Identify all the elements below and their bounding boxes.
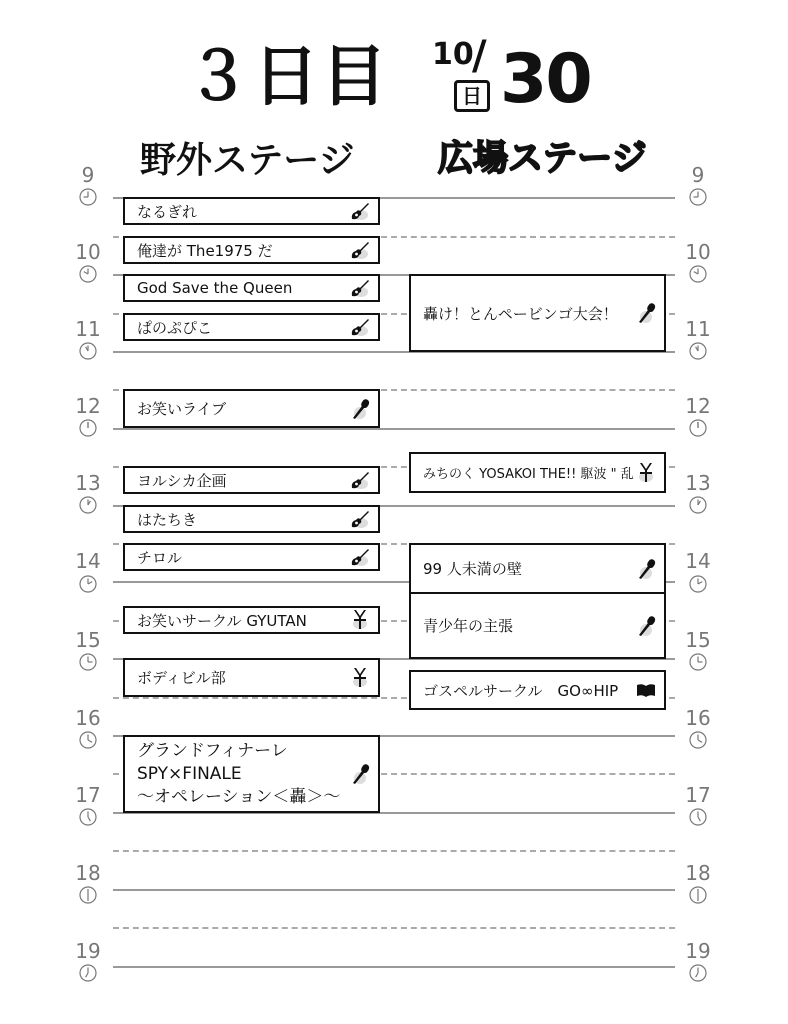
outdoor-event[interactable] bbox=[123, 658, 380, 697]
book-icon bbox=[634, 678, 658, 702]
event-title: チロル bbox=[137, 548, 183, 567]
event-title: お笑いサークル GYUTAN bbox=[137, 611, 307, 630]
hour-label-left: 11 bbox=[75, 317, 101, 341]
event-title: 俺達が The1975 だ bbox=[137, 241, 273, 260]
event-title: グランドフィナーレ SPY×FINALE ～オペレーション＜轟＞～ bbox=[137, 740, 341, 807]
dance-icon bbox=[348, 608, 372, 632]
hour-label-right: 14 bbox=[685, 549, 711, 573]
clock-icon bbox=[79, 886, 97, 904]
dance-icon bbox=[634, 461, 658, 485]
clock-icon bbox=[689, 731, 707, 749]
clock-icon bbox=[689, 964, 707, 982]
event-title: ゴスペルサークル GO∞HIP bbox=[423, 681, 619, 700]
guitar-icon bbox=[348, 468, 372, 492]
hour-label-left: 17 bbox=[75, 783, 101, 807]
hour-label-left: 13 bbox=[75, 471, 101, 495]
clock-icon bbox=[689, 575, 707, 593]
hour-label-left: 18 bbox=[75, 861, 101, 885]
guitar-icon bbox=[348, 238, 372, 262]
clock-icon bbox=[689, 496, 707, 514]
guitar-icon bbox=[348, 545, 372, 569]
plaza-event[interactable] bbox=[409, 543, 666, 594]
hour-label-right: 17 bbox=[685, 783, 711, 807]
hour-label-left: 19 bbox=[75, 939, 101, 963]
stage-heading-outdoor: 野外ステージ bbox=[140, 140, 355, 181]
plaza-event[interactable] bbox=[409, 274, 666, 352]
hour-label-right: 15 bbox=[685, 628, 711, 652]
microphone-icon bbox=[634, 614, 658, 638]
hour-label-right: 9 bbox=[691, 163, 705, 187]
hour-label-left: 9 bbox=[81, 163, 95, 187]
event-title: God Save the Queen bbox=[137, 279, 293, 297]
outdoor-event[interactable] bbox=[123, 543, 380, 571]
event-title: 青少年の主張 bbox=[423, 617, 514, 635]
hour-label-left: 14 bbox=[75, 549, 101, 573]
microphone-icon bbox=[634, 557, 658, 581]
hour-label-right: 13 bbox=[685, 471, 711, 495]
outdoor-event[interactable] bbox=[123, 274, 380, 302]
event-title: はたちき bbox=[137, 510, 198, 529]
outdoor-event[interactable] bbox=[123, 466, 380, 494]
clock-icon bbox=[689, 342, 707, 360]
guitar-icon bbox=[348, 507, 372, 531]
microphone-icon bbox=[348, 397, 372, 421]
clock-icon bbox=[689, 188, 707, 206]
guitar-icon bbox=[348, 199, 372, 223]
outdoor-event[interactable] bbox=[123, 389, 380, 428]
clock-icon bbox=[79, 653, 97, 671]
microphone-icon bbox=[348, 762, 372, 786]
hour-label-right: 18 bbox=[685, 861, 711, 885]
microphone-icon bbox=[634, 301, 658, 325]
event-title: ボディビル部 bbox=[137, 669, 226, 687]
hour-label-left: 16 bbox=[75, 706, 101, 730]
clock-icon bbox=[79, 419, 97, 437]
hour-label-right: 19 bbox=[685, 939, 711, 963]
hour-label-right: 12 bbox=[685, 394, 711, 418]
hour-label-left: 12 bbox=[75, 394, 101, 418]
outdoor-event[interactable] bbox=[123, 236, 380, 264]
clock-icon bbox=[689, 653, 707, 671]
dance-icon bbox=[348, 666, 372, 690]
date-slash: / bbox=[472, 33, 487, 79]
guitar-icon bbox=[348, 315, 372, 339]
clock-icon bbox=[689, 265, 707, 283]
hour-label-right: 16 bbox=[685, 706, 711, 730]
date-month: 10 bbox=[432, 37, 474, 72]
hour-line bbox=[113, 428, 675, 430]
plaza-event[interactable] bbox=[409, 670, 666, 710]
clock-icon bbox=[79, 496, 97, 514]
hour-label-right: 11 bbox=[685, 317, 711, 341]
hour-label-left: 10 bbox=[75, 240, 101, 264]
hour-label-left: 15 bbox=[75, 628, 101, 652]
hour-line bbox=[113, 889, 675, 891]
clock-icon bbox=[79, 265, 97, 283]
event-title: ぱのぷぴこ bbox=[137, 318, 213, 337]
event-title: 轟け！とんペービンゴ大会！ bbox=[423, 304, 618, 323]
half-hour-line bbox=[113, 927, 675, 929]
clock-icon bbox=[79, 188, 97, 206]
clock-icon bbox=[79, 342, 97, 360]
date-day: 30 bbox=[500, 40, 591, 119]
plaza-event[interactable] bbox=[409, 452, 666, 493]
outdoor-event[interactable] bbox=[123, 505, 380, 533]
half-hour-line bbox=[113, 850, 675, 852]
event-title: なるぎれ bbox=[137, 202, 198, 221]
guitar-icon bbox=[348, 276, 372, 300]
event-title: お笑いライブ bbox=[137, 400, 227, 418]
day-title: ３日目 bbox=[185, 38, 389, 115]
date-weekday: 日 bbox=[454, 80, 490, 112]
event-title: ヨルシカ企画 bbox=[137, 471, 227, 490]
clock-icon bbox=[79, 575, 97, 593]
clock-icon bbox=[79, 964, 97, 982]
clock-icon bbox=[689, 886, 707, 904]
outdoor-event[interactable] bbox=[123, 197, 380, 225]
stage-heading-plaza: 広場ステージ bbox=[438, 139, 647, 179]
clock-icon bbox=[689, 419, 707, 437]
clock-icon bbox=[79, 808, 97, 826]
event-title: みちのく YOSAKOI THE!! 駆波 " 乱 bbox=[423, 467, 634, 482]
clock-icon bbox=[79, 731, 97, 749]
clock-icon bbox=[689, 808, 707, 826]
hour-label-right: 10 bbox=[685, 240, 711, 264]
event-title: 99 人未満の壁 bbox=[423, 560, 522, 578]
outdoor-event[interactable] bbox=[123, 606, 380, 634]
outdoor-event[interactable] bbox=[123, 313, 380, 341]
plaza-event[interactable] bbox=[409, 592, 666, 659]
hour-line bbox=[113, 966, 675, 968]
outdoor-event-finale[interactable] bbox=[123, 735, 380, 813]
